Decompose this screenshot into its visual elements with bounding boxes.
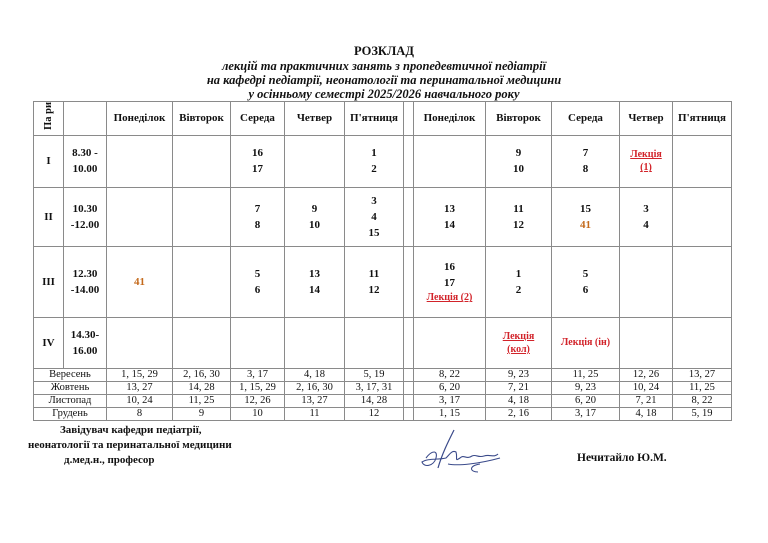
month-dates: 4, 18 (620, 407, 673, 420)
schedule-table (33, 101, 732, 421)
month-dates: 8 (107, 407, 173, 420)
schedule-cell (673, 135, 732, 187)
day-header: П'ятниця (345, 102, 404, 136)
schedule-cell (552, 135, 620, 187)
group-number: 11 (368, 267, 380, 280)
group-number: 11 (513, 202, 524, 215)
month-dates: 4, 18 (285, 368, 345, 381)
subtitle-line-3: у осінньому семестрі 2025/2026 навчального року (248, 87, 520, 101)
schedule-cell (231, 317, 285, 368)
day-header: Вівторок (173, 102, 231, 136)
month-dates: 14, 28 (345, 394, 404, 407)
month-dates: 3, 17, 31 (345, 381, 404, 394)
group-number: 10 (513, 163, 524, 176)
week-divider (404, 381, 414, 394)
group-number: 16 (252, 147, 263, 160)
pair-time (64, 246, 107, 317)
month-dates: 10, 24 (620, 381, 673, 394)
month-row (34, 407, 732, 420)
group-number: 13 (309, 267, 320, 280)
month-dates: 1, 15, 29 (107, 368, 173, 381)
month-dates: 9 (173, 407, 231, 420)
month-dates: 9, 23 (486, 368, 552, 381)
week-divider (404, 317, 414, 368)
pair-number: III (34, 246, 64, 317)
month-dates: 3, 17 (231, 368, 285, 381)
month-dates: 11, 25 (173, 394, 231, 407)
schedule-cell (285, 187, 345, 246)
group-number: 14 (309, 283, 320, 296)
month-dates: 2, 16, 30 (173, 368, 231, 381)
schedule-cell (173, 135, 231, 187)
schedule-cell (285, 135, 345, 187)
month-name: Вересень (34, 368, 107, 381)
schedule-cell (285, 246, 345, 317)
month-dates: 12 (345, 407, 404, 420)
position-line-3: д.мед.н., професор (64, 454, 155, 466)
group-number: 5 (254, 267, 261, 280)
signer-name: Нечитайло Ю.М. (577, 452, 667, 464)
month-row (34, 381, 732, 394)
schedule-cell (173, 246, 231, 317)
month-dates: 7, 21 (620, 394, 673, 407)
pair-row (34, 135, 732, 187)
month-dates: 12, 26 (620, 368, 673, 381)
week-divider (404, 135, 414, 187)
group-number: 12 (368, 283, 380, 296)
time-start: 12.30 (72, 267, 98, 280)
subtitle-line-1: лекцій та практичних занять з пропедевтичної педіатрії (221, 59, 547, 73)
month-dates: 3, 17 (552, 407, 620, 420)
day-header: Середа (552, 102, 620, 136)
group-number: 13 (444, 202, 455, 215)
week-divider (404, 407, 414, 420)
month-dates: 6, 20 (552, 394, 620, 407)
day-header: Вівторок (486, 102, 552, 136)
lecture-link: Лекція (ін) (560, 336, 611, 348)
schedule-cell (231, 135, 285, 187)
month-dates: 12, 26 (231, 394, 285, 407)
header-row (34, 102, 732, 136)
time-end: -12.00 (70, 218, 100, 231)
lecture-link[interactable]: Лекція (2) (426, 292, 473, 304)
month-dates: 5, 19 (673, 407, 732, 420)
pair-header-label: Па ри (43, 102, 54, 130)
month-dates: 10 (231, 407, 285, 420)
week-divider (404, 394, 414, 407)
group-number: 16 (444, 261, 455, 274)
pair-time (64, 187, 107, 246)
pair-row (34, 187, 732, 246)
group-number: 7 (254, 202, 261, 215)
schedule-cell (107, 135, 173, 187)
month-row (34, 368, 732, 381)
group-number: 12 (513, 218, 524, 231)
month-dates: 11, 25 (673, 381, 732, 394)
schedule-cell (620, 317, 673, 368)
schedule-cell (552, 246, 620, 317)
position-line-2: неонатології та перинатальної медицини (28, 439, 232, 451)
schedule-cell (107, 317, 173, 368)
day-header: Понеділок (107, 102, 173, 136)
day-header: П'ятниця (673, 102, 732, 136)
group-number: 3 (371, 194, 377, 207)
schedule-cell (345, 135, 404, 187)
time-end: 10.00 (72, 163, 98, 176)
document-title: РОЗКЛАД (354, 44, 414, 58)
schedule-cell (620, 246, 673, 317)
month-dates: 10, 24 (107, 394, 173, 407)
month-dates: 8, 22 (673, 394, 732, 407)
schedule-cell (345, 246, 404, 317)
month-dates: 4, 18 (486, 394, 552, 407)
schedule-cell (173, 317, 231, 368)
group-number: 6 (582, 283, 589, 296)
group-number: 14 (444, 218, 455, 231)
schedule-cell (552, 317, 620, 368)
handwritten-signature (418, 428, 514, 478)
pair-header (34, 102, 64, 136)
pair-number: II (34, 187, 64, 246)
month-dates: 13, 27 (673, 368, 732, 381)
schedule-cell (620, 187, 673, 246)
month-dates: 8, 22 (414, 368, 486, 381)
month-dates: 2, 16, 30 (285, 381, 345, 394)
schedule-cell (345, 317, 404, 368)
time-header (64, 102, 107, 136)
schedule-cell (345, 187, 404, 246)
schedule-cell (285, 317, 345, 368)
group-number-highlight: 41 (134, 275, 145, 288)
schedule-cell (107, 187, 173, 246)
pair-time (64, 135, 107, 187)
group-number: 7 (582, 147, 589, 160)
group-number: 9 (311, 202, 318, 215)
schedule-cell (552, 187, 620, 246)
group-number: 15 (368, 226, 380, 239)
group-number: 3 (643, 202, 649, 215)
time-start: 8.30 - (72, 147, 98, 160)
pair-row (34, 246, 732, 317)
month-dates: 11, 25 (552, 368, 620, 381)
schedule-cell (231, 187, 285, 246)
month-dates: 6, 20 (414, 381, 486, 394)
month-dates: 7, 21 (486, 381, 552, 394)
group-number: 17 (252, 163, 263, 176)
group-number: 1 (371, 147, 377, 160)
schedule-cell (173, 187, 231, 246)
schedule-cell (486, 187, 552, 246)
group-number: 8 (582, 163, 589, 176)
time-end: -14.00 (70, 283, 100, 296)
month-dates: 13, 27 (107, 381, 173, 394)
day-header: Середа (231, 102, 285, 136)
group-number: 2 (371, 163, 377, 176)
group-number: 5 (582, 267, 589, 280)
subtitle-line-2: на кафедрі педіатрії, неонатології та перинатальної медицини (206, 73, 562, 87)
group-number: 10 (309, 218, 320, 231)
month-name: Листопад (34, 394, 107, 407)
group-number: 4 (371, 210, 377, 223)
group-number: 8 (254, 218, 261, 231)
schedule-cell (414, 187, 486, 246)
pair-number: I (34, 135, 64, 187)
week-divider (404, 187, 414, 246)
group-number: 15 (580, 202, 591, 215)
schedule-cell (673, 246, 732, 317)
week-divider (404, 102, 414, 136)
schedule-cell (414, 246, 486, 317)
schedule-cell (231, 246, 285, 317)
schedule-cell (620, 135, 673, 187)
month-dates: 2, 16 (486, 407, 552, 420)
month-dates: 5, 19 (345, 368, 404, 381)
schedule-cell (673, 187, 732, 246)
day-header: Четвер (620, 102, 673, 136)
schedule-cell (414, 135, 486, 187)
month-name: Грудень (34, 407, 107, 420)
month-dates: 1, 15, 29 (231, 381, 285, 394)
day-header: Понеділок (414, 102, 486, 136)
time-end: 16.00 (72, 344, 98, 357)
pair-time (64, 317, 107, 368)
pair-number: IV (34, 317, 64, 368)
group-number: 2 (515, 283, 522, 296)
group-number-highlight: 41 (580, 218, 591, 231)
month-name: Жовтень (34, 381, 107, 394)
schedule-cell (673, 317, 732, 368)
lecture-link[interactable]: Лекція (кол) (502, 330, 535, 355)
group-number: 4 (643, 218, 649, 231)
month-dates: 1, 15 (414, 407, 486, 420)
group-number: 17 (444, 277, 455, 290)
time-start: 14.30- (70, 328, 100, 341)
month-dates: 3, 17 (414, 394, 486, 407)
lecture-link[interactable]: Лекція (1) (630, 149, 662, 174)
position-line-1: Завідувач кафедри педіатрії, (60, 424, 202, 436)
month-row (34, 394, 732, 407)
month-dates: 14, 28 (173, 381, 231, 394)
month-dates: 13, 27 (285, 394, 345, 407)
schedule-cell (486, 317, 552, 368)
week-divider (404, 246, 414, 317)
group-number: 1 (515, 267, 522, 280)
week-divider (404, 368, 414, 381)
group-number: 9 (515, 147, 522, 160)
month-dates: 9, 23 (552, 381, 620, 394)
schedule-cell (486, 135, 552, 187)
time-start: 10.30 (72, 202, 98, 215)
schedule-cell (414, 317, 486, 368)
day-header: Четвер (285, 102, 345, 136)
schedule-cell (486, 246, 552, 317)
schedule-cell (107, 246, 173, 317)
group-number: 6 (254, 283, 261, 296)
pair-row (34, 317, 732, 368)
month-dates: 11 (285, 407, 345, 420)
